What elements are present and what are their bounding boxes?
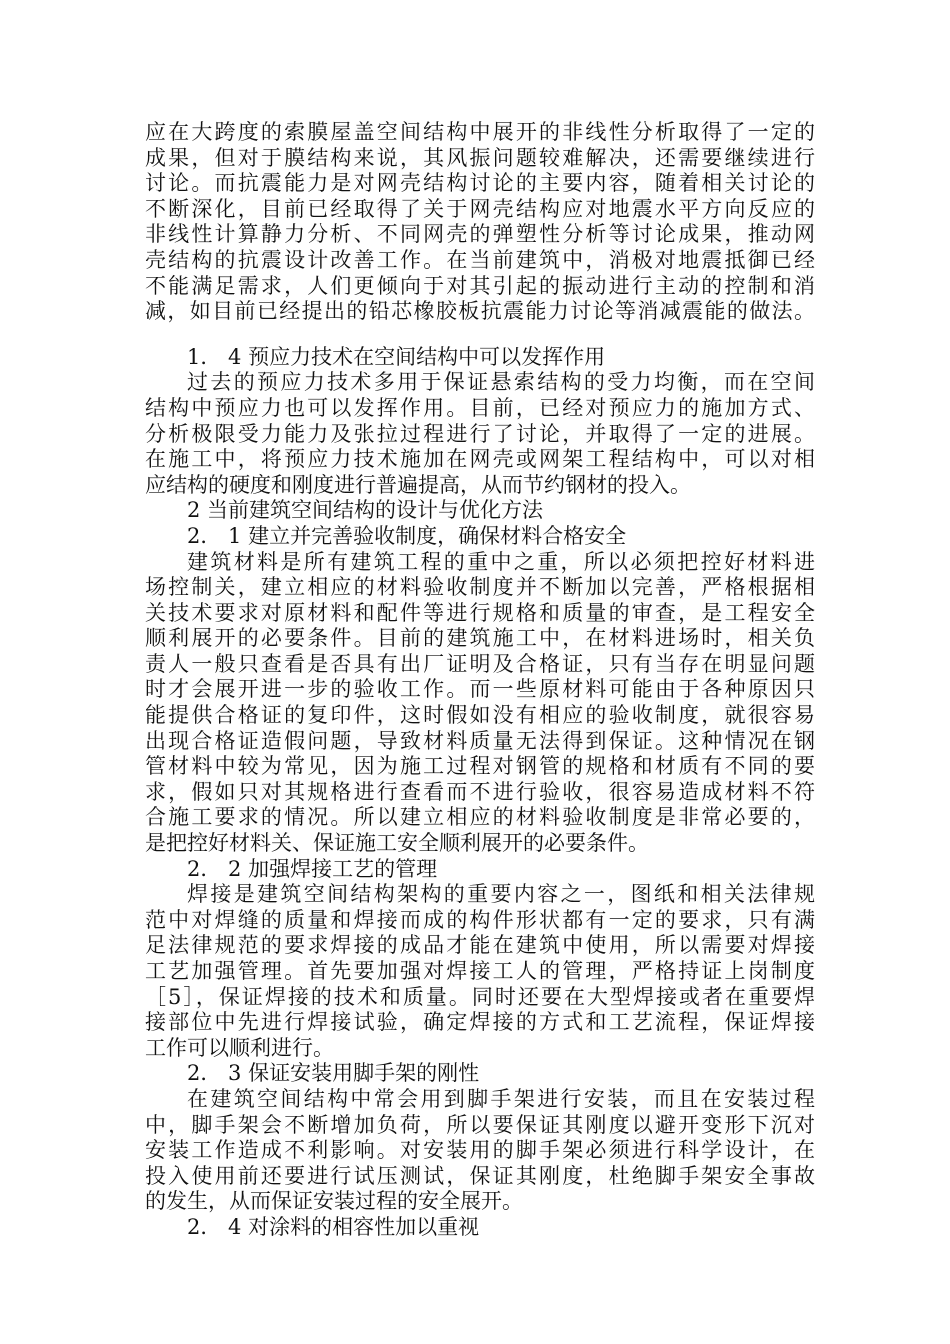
text-line: 接部位中先进行焊接试验，确定焊接的方式和工艺流程，保证焊接 [145, 1010, 815, 1035]
text-line: 讨论。而抗震能力是对网壳结构讨论的主要内容，随着相关讨论的 [145, 171, 815, 196]
text-line: 关技术要求对原材料和配件等进行规格和质量的审查，是工程安全 [145, 600, 815, 625]
text-line: 非线性计算静力分析、不同网壳的弹塑性分析等讨论成果，推动网 [145, 222, 815, 247]
paragraph-1 [145, 120, 815, 325]
text-line: 责人一般只查看是否具有出厂证明及合格证，只有当存在明显问题 [145, 651, 815, 676]
text-line: 应结构的硬度和刚度进行普遍提高，从而节约钢材的投入。 [145, 472, 691, 497]
text-line: 在施工中，将预应力技术施加在网壳或网架工程结构中，可以对相 [145, 447, 815, 472]
paragraph-2 [145, 370, 815, 498]
section-heading-2: 2 当前建筑空间结构的设计与优化方法 [187, 498, 544, 523]
text-line: 能提供合格证的复印件，这时假如没有相应的验收制度，就很容易 [145, 703, 815, 728]
text-line: 顺利展开的必要条件。目前的建筑施工中，在材料进场时，相关负 [145, 626, 815, 651]
text-line: 投入使用前还要进行试压测试，保证其刚度，杜绝脚手架安全事故 [145, 1163, 815, 1188]
text-line: 减，如目前已经提出的铅芯橡胶板抗震能力讨论等消减震能的做法。 [145, 299, 815, 324]
text-line: 合施工要求的情况。所以建立相应的材料验收制度是非常必要的， [145, 805, 815, 830]
text-line: 壳结构的抗震设计改善工作。在当前建筑中，消极对地震抵御已经 [145, 247, 815, 272]
document-page [145, 120, 815, 1241]
text-line: 足法律规范的要求焊接的成品才能在建筑中使用，所以需要对焊接 [145, 933, 815, 958]
section-heading-2-4: 2． 4 对涂料的相容性加以重视 [187, 1214, 480, 1239]
text-line: 安装工作造成不利影响。对安装用的脚手架必须进行科学设计，在 [145, 1138, 815, 1163]
section-heading-2-1: 2． 1 建立并完善验收制度，确保材料合格安全 [187, 523, 627, 548]
text-line: 分析极限受力能力及张拉过程进行了讨论，并取得了一定的进展。 [145, 421, 815, 446]
text-line: 应在大跨度的索膜屋盖空间结构中展开的非线性分析取得了一定的 [145, 120, 815, 144]
text-line: 管材料中较为常见，因为施工过程对钢管的规格和材质有不同的要 [145, 754, 815, 779]
text-line: 的发生，从而保证安装过程的安全展开。 [145, 1189, 523, 1214]
text-line: 是把控好材料关、保证施工安全顺利展开的必要条件。 [145, 831, 649, 856]
text-line: 中，脚手架会不断增加负荷，所以要保证其刚度以避开变形下沉对 [145, 1112, 815, 1137]
text-line: 工作可以顺利进行。 [145, 1035, 334, 1060]
text-line: ［5］，保证焊接的技术和质量。同时还要在大型焊接或者在重要焊 [145, 984, 815, 1009]
paragraph-5 [145, 1087, 815, 1215]
text-line: 过去的预应力技术多用于保证悬索结构的受力均衡，而在空间 [187, 370, 815, 395]
paragraph-3 [145, 550, 815, 857]
paragraph-4 [145, 882, 815, 1061]
text-line: 建筑材料是所有建筑工程的重中之重，所以必须把控好材料进 [187, 549, 815, 574]
section-heading-2-3: 2． 3 保证安装用脚手架的刚性 [187, 1061, 480, 1086]
text-line: 不断深化，目前已经取得了关于网壳结构应对地震水平方向反应的 [145, 196, 815, 221]
text-line: 结构中预应力也可以发挥作用。目前，已经对预应力的施加方式、 [145, 395, 815, 420]
text-line: 范中对焊缝的质量和焊接而成的构件形状都有一定的要求，只有满 [145, 907, 815, 932]
section-heading-2-2: 2． 2 加强焊接工艺的管理 [187, 856, 438, 881]
text-line: 在建筑空间结构中常会用到脚手架进行安装，而且在安装过程 [187, 1086, 815, 1111]
text-line: 焊接是建筑空间结构架构的重要内容之一，图纸和相关法律规 [187, 882, 815, 907]
text-line: 不能满足需求，人们更倾向于对其引起的振动进行主动的控制和消 [145, 273, 815, 298]
section-heading-1-4: 1． 4 预应力技术在空间结构中可以发挥作用 [187, 344, 606, 369]
text-line: 时才会展开进一步的验收工作。而一些原材料可能由于各种原因只 [145, 677, 815, 702]
text-line: 出现合格证造假问题，导致材料质量无法得到保证。这种情况在钢 [145, 728, 815, 753]
paragraph-gap [145, 325, 815, 345]
text-line: 成果，但对于膜结构来说，其风振问题较难解决，还需要继续进行 [145, 145, 815, 170]
text-line: 场控制关，建立相应的材料验收制度并不断加以完善，严格根据相 [145, 575, 815, 600]
text-line: 工艺加强管理。首先要加强对焊接工人的管理，严格持证上岗制度 [145, 959, 815, 983]
text-line: 求，假如只对其规格进行查看而不进行验收，很容易造成材料不符 [145, 779, 815, 804]
